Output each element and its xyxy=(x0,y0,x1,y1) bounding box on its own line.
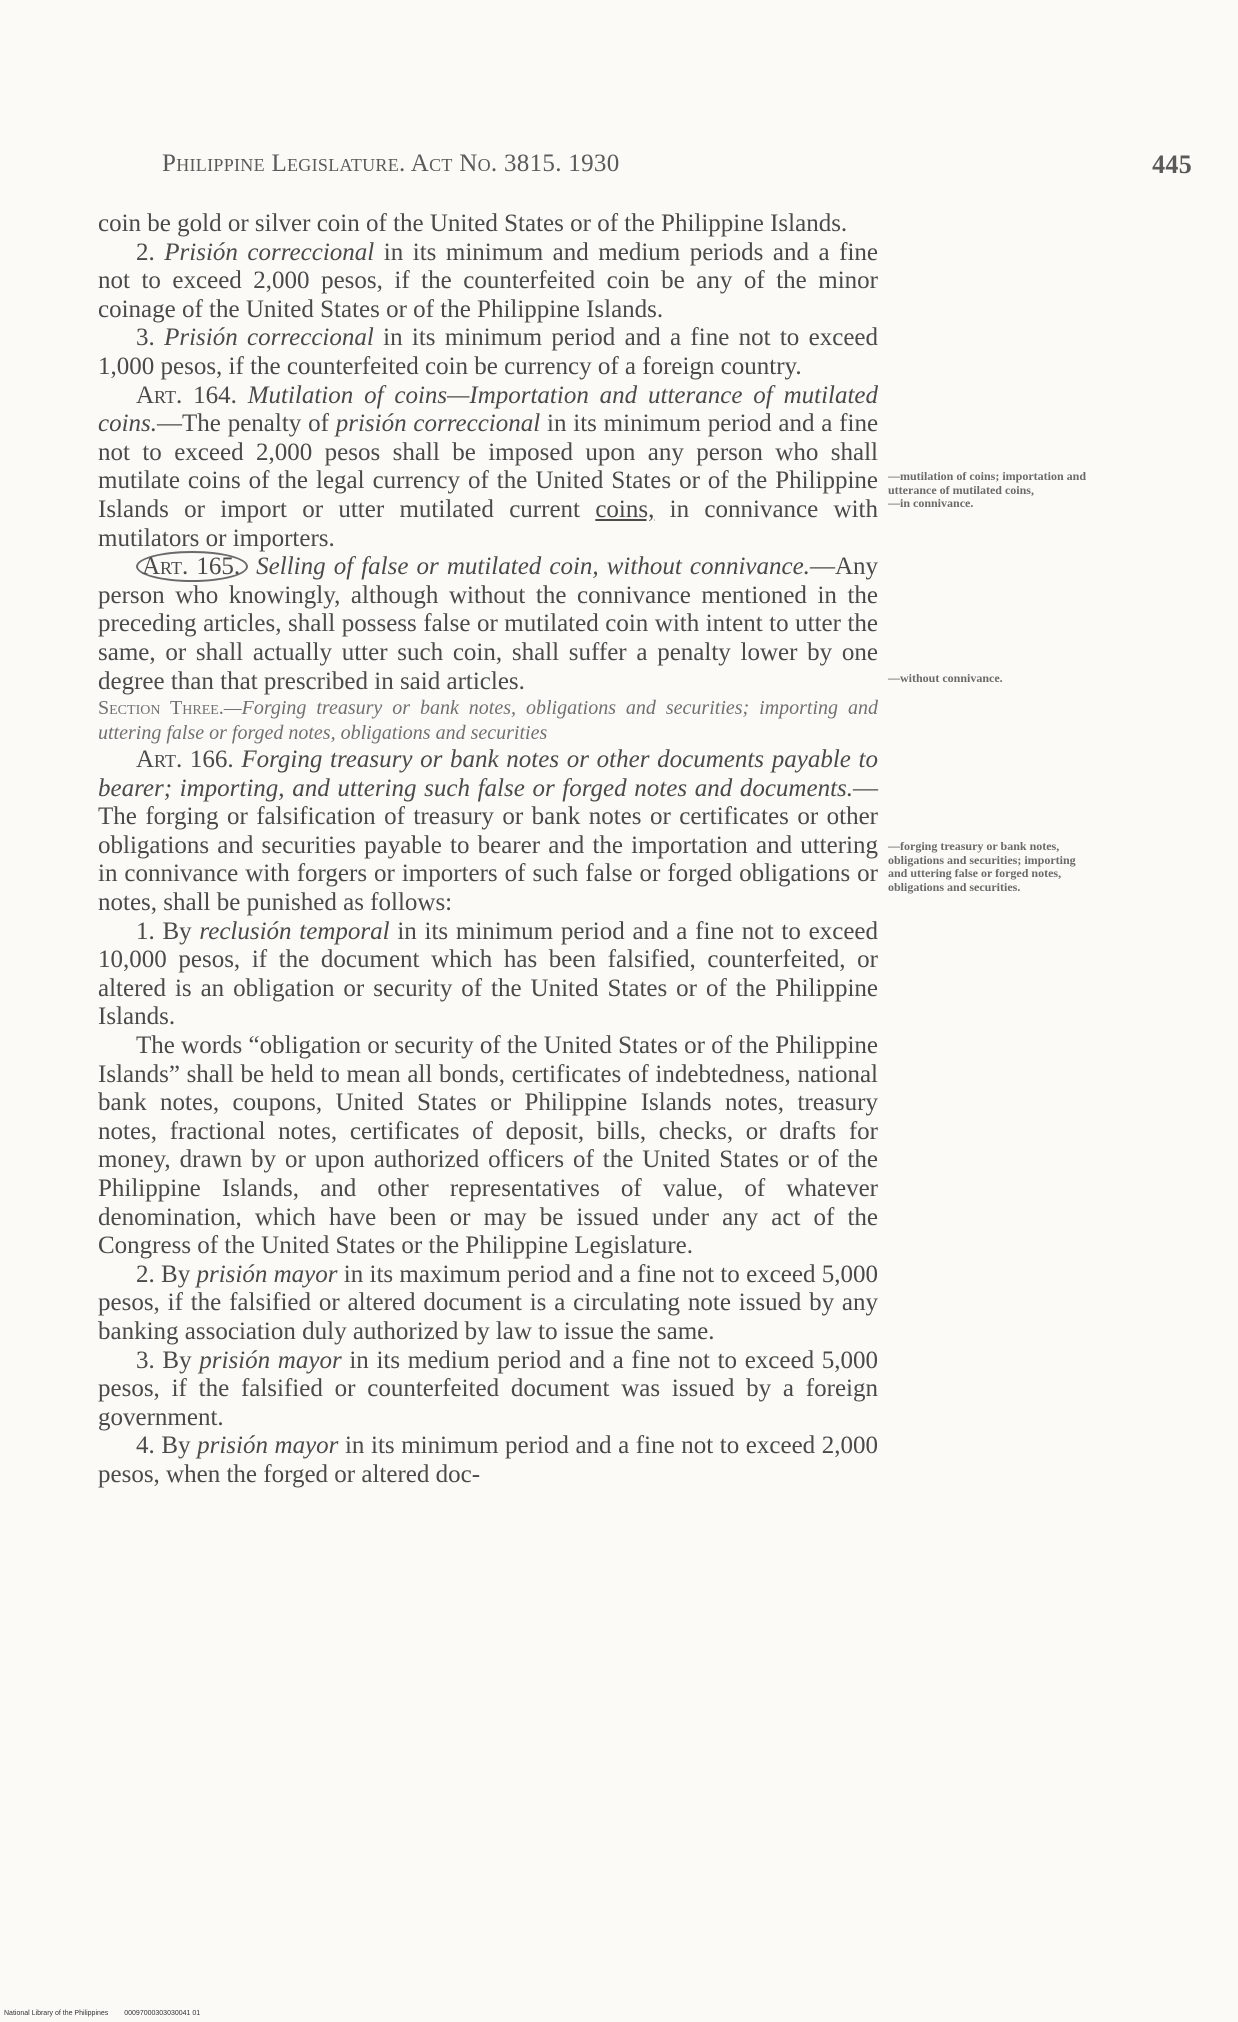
footer-code: 00097000303030041 01 xyxy=(124,2010,201,2017)
running-header xyxy=(162,150,1192,184)
margin-note: —without connivance. xyxy=(888,671,1003,685)
paragraph: 3. Prisión correccional in its minimum period and a fine not to exceed 1,000 pesos, if the counterfeited coin be currency of a foreign country. xyxy=(98,324,879,380)
footer-library: National Library of the Philippines xyxy=(4,2010,109,2017)
footer xyxy=(4,2010,214,2017)
header-title: Philippine Legislature. Act No. 3815. 1930 xyxy=(162,150,620,177)
paragraph: The words “obligation or security of the United States or of the Philippine Islands” shall be held to mean all bonds, certificates of indebtedness, national bank notes, coupons, United States or Philippine Islands notes, treasury notes, fractional notes, certificates of deposit, bills, checks, or drafts for money, drawn by or upon authorized officers of the United States or of the Philippine Islands, and other representatives of value, of whatever denomination, which have been or may be issued under any act of the Congress of the United States or the Philippine Legislature. xyxy=(98,1032,878,1260)
paragraph: 2. By prisión mayor in its maximum period and a fine not to exceed 5,000 pesos, if the falsified or altered document is a circulating note issued by any banking association duly authorized by law to issue the same. xyxy=(98,1260,878,1345)
paragraph: 2. Prisión correccional in its minimum and medium periods and a fine not to exceed 2,000 pesos, if the counterfeited coin be any of the minor coinage of the United States or of the Philippine Islands. xyxy=(98,238,879,323)
margin-note: —forging treasury or bank notes, obligations and securities; importing and uttering false or forged notes, obligations and securities. xyxy=(888,839,1076,894)
page-number: 445 xyxy=(1152,150,1192,179)
paragraph: 4. By prisión mayor in its minimum period and a fine not to exceed 2,000 pesos, when the forged or altered doc- xyxy=(98,1432,879,1488)
paragraph: coin be gold or silver coin of the United States or of the Philippine Islands. xyxy=(98,210,848,237)
article-166: Art. 166. Forging treasury or bank notes or other documents payable to bearer; importing, and uttering such false or forged notes and documents.—The forging or falsification of treasury or bank notes or certificates or other obligations and securities payable to bearer and the importation and uttering in connivance with forgers or importers of such false or forged obligations or notes, shall be punished as follows: xyxy=(98,746,878,917)
paragraph: 3. By prisión mayor in its medium period and a fine not to exceed 5,000 pesos, if the falsified or counterfeited document was issued by a foreign government. xyxy=(98,1346,879,1431)
paragraph: 1. By reclusión temporal in its minimum period and a fine not to exceed 10,000 pesos, if the document which has been falsified, counterfeited, or altered is an obligation or security of the United States or of the Philippine Islands. xyxy=(98,917,879,1031)
article-165: Art. 165. Selling of false or mutilated coin, without connivance.—Any person who knowingly, although without the connivance mentioned in the preceding articles, shall possess false or mutilated coin with intent to utter the same, or shall actually utter such coin, shall suffer a penalty lower by one degree than that prescribed in said articles. xyxy=(98,553,878,695)
main-text xyxy=(98,210,878,1490)
margin-note: —mutilation of coins; importation and utterance of mutilated coins, —in connivance. xyxy=(888,469,1087,510)
article-164: Art. 164. Mutilation of coins—Importation and utterance of mutilated coins.—The penalty of prisión correccional in its minimum period and a fine not to exceed 2,000 pesos shall be imposed upon any person who shall mutilate coins of the legal currency of the United States or of the Philippine Islands or import or utter mutilated current coins, in connivance with mutilators or importers. xyxy=(98,381,879,552)
section-heading: Section Three.—Forging treasury or bank notes, obligations and securities; importing and uttering false or forged notes, obligations and securities xyxy=(98,697,878,745)
circled-article-label: Art. 165. xyxy=(136,551,248,582)
